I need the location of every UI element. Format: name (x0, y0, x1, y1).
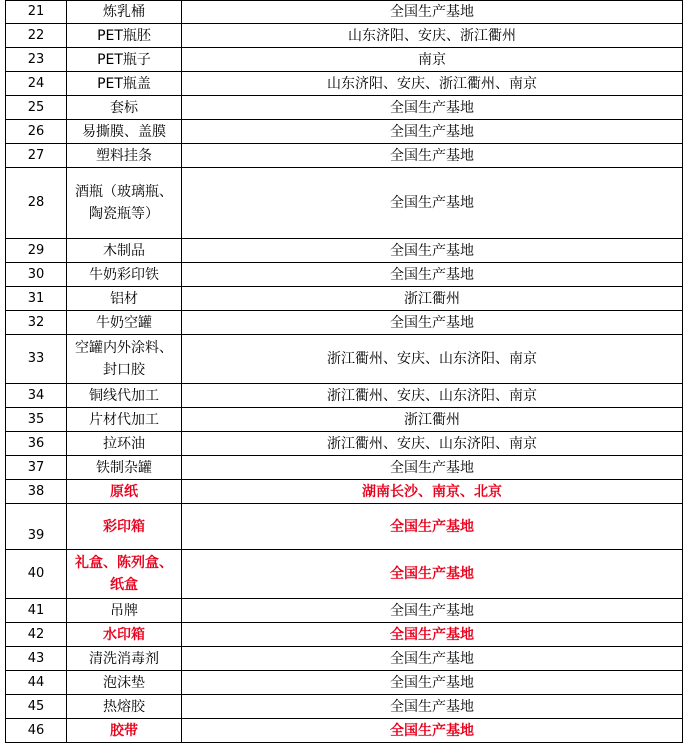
table-row (6, 168, 683, 239)
row-number: 42 (6, 623, 67, 647)
item-location: 山东济阳、安庆、浙江衢州 (182, 24, 683, 48)
row-number: 39 (6, 504, 67, 550)
row-number: 25 (6, 96, 67, 120)
item-location: 全国生产基地 (182, 144, 683, 168)
row-number: 29 (6, 239, 67, 263)
table-row (6, 480, 683, 504)
row-number: 35 (6, 408, 67, 432)
table-row (6, 24, 683, 48)
table-row (6, 72, 683, 96)
item-name: 礼盒、陈列盒、纸盒 (67, 550, 182, 599)
item-location: 浙江衢州 (182, 287, 683, 311)
row-number: 30 (6, 263, 67, 287)
item-location: 全国生产基地 (182, 239, 683, 263)
item-location: 全国生产基地 (182, 96, 683, 120)
row-number: 44 (6, 671, 67, 695)
item-name: 套标 (67, 96, 182, 120)
item-name: 易撕膜、盖膜 (67, 120, 182, 144)
item-location: 全国生产基地 (182, 1, 683, 24)
item-location: 全国生产基地 (182, 550, 683, 599)
row-number: 23 (6, 48, 67, 72)
item-location: 全国生产基地 (182, 311, 683, 335)
table-row (6, 695, 683, 719)
item-name: 牛奶彩印铁 (67, 263, 182, 287)
row-number: 22 (6, 24, 67, 48)
table-row (6, 335, 683, 384)
table-row (6, 120, 683, 144)
table-row (6, 263, 683, 287)
row-number: 37 (6, 456, 67, 480)
table-row (6, 239, 683, 263)
row-number: 21 (6, 1, 67, 24)
item-name: 原纸 (67, 480, 182, 504)
item-location: 全国生产基地 (182, 168, 683, 239)
table-row (6, 504, 683, 550)
item-name: 片材代加工 (67, 408, 182, 432)
item-name: 空罐内外涂料、封口胶 (67, 335, 182, 384)
item-location: 浙江衢州、安庆、山东济阳、南京 (182, 335, 683, 384)
row-number: 45 (6, 695, 67, 719)
row-number: 27 (6, 144, 67, 168)
item-name: 彩印箱 (67, 504, 182, 550)
item-location: 全国生产基地 (182, 671, 683, 695)
item-name: 清洗消毒剂 (67, 647, 182, 671)
item-location: 全国生产基地 (182, 504, 683, 550)
row-number: 43 (6, 647, 67, 671)
item-name: 炼乳桶 (67, 1, 182, 24)
item-location: 山东济阳、安庆、浙江衢州、南京 (182, 72, 683, 96)
table-row (6, 671, 683, 695)
item-location: 浙江衢州 (182, 408, 683, 432)
table-row (6, 432, 683, 456)
item-name: 酒瓶（玻璃瓶、陶瓷瓶等） (67, 168, 182, 239)
table-row (6, 456, 683, 480)
item-location: 全国生产基地 (182, 263, 683, 287)
table-row (6, 647, 683, 671)
row-number: 24 (6, 72, 67, 96)
item-location: 全国生产基地 (182, 719, 683, 743)
item-location: 南京 (182, 48, 683, 72)
row-number: 33 (6, 335, 67, 384)
table-row (6, 719, 683, 743)
item-location: 浙江衢州、安庆、山东济阳、南京 (182, 432, 683, 456)
row-number: 40 (6, 550, 67, 599)
table-row (6, 144, 683, 168)
row-number: 36 (6, 432, 67, 456)
row-number: 28 (6, 168, 67, 239)
item-name: 吊牌 (67, 599, 182, 623)
item-name: PET瓶胚 (67, 24, 182, 48)
row-number: 34 (6, 384, 67, 408)
table-row (6, 599, 683, 623)
item-name: PET瓶盖 (67, 72, 182, 96)
item-location: 全国生产基地 (182, 623, 683, 647)
item-location: 浙江衢州、安庆、山东济阳、南京 (182, 384, 683, 408)
table-row (6, 408, 683, 432)
item-name: 胶带 (67, 719, 182, 743)
row-number: 26 (6, 120, 67, 144)
item-name: PET瓶子 (67, 48, 182, 72)
item-location: 湖南长沙、南京、北京 (182, 480, 683, 504)
item-name: 塑料挂条 (67, 144, 182, 168)
table-row (6, 96, 683, 120)
item-name: 泡沫垫 (67, 671, 182, 695)
item-name: 热熔胶 (67, 695, 182, 719)
item-location: 全国生产基地 (182, 647, 683, 671)
row-number: 46 (6, 719, 67, 743)
item-location: 全国生产基地 (182, 599, 683, 623)
table-row (6, 311, 683, 335)
item-name: 水印箱 (67, 623, 182, 647)
item-location: 全国生产基地 (182, 456, 683, 480)
item-name: 牛奶空罐 (67, 311, 182, 335)
table-row (6, 384, 683, 408)
table-row (6, 48, 683, 72)
row-number: 32 (6, 311, 67, 335)
table-row (6, 1, 683, 24)
item-name: 铁制杂罐 (67, 456, 182, 480)
row-number: 38 (6, 480, 67, 504)
table-row (6, 550, 683, 599)
item-name: 铜线代加工 (67, 384, 182, 408)
table-row (6, 287, 683, 311)
row-number: 41 (6, 599, 67, 623)
item-location: 全国生产基地 (182, 120, 683, 144)
supply-table (5, 0, 683, 743)
item-name: 铝材 (67, 287, 182, 311)
item-location: 全国生产基地 (182, 695, 683, 719)
item-name: 木制品 (67, 239, 182, 263)
row-number: 31 (6, 287, 67, 311)
item-name: 拉环油 (67, 432, 182, 456)
table-row (6, 623, 683, 647)
